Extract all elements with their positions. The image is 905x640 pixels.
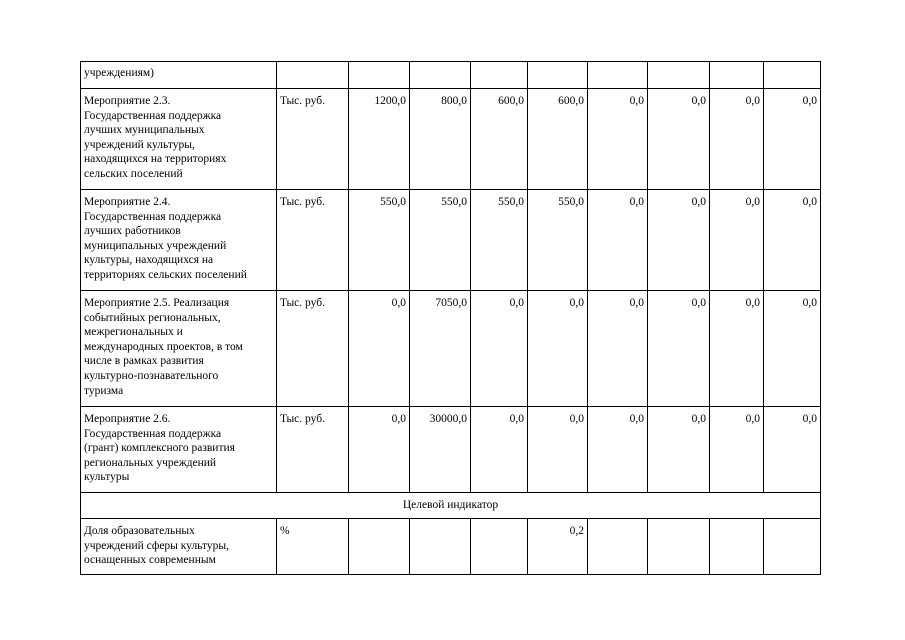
value-cell: 0,0 [471, 407, 528, 493]
value-cell: 0,0 [588, 291, 648, 407]
unit-cell: Тыс. руб. [277, 89, 349, 190]
activity-name-cell [81, 62, 277, 89]
indicator-table [80, 61, 821, 575]
value-cell: 0,0 [349, 407, 410, 493]
unit-cell: Тыс. руб. [277, 291, 349, 407]
value-cell: 0,0 [588, 407, 648, 493]
value-cell [471, 62, 528, 89]
section-header-row [81, 493, 821, 519]
unit-cell: % [277, 519, 349, 575]
value-cell [349, 62, 410, 89]
value-cell: 0,0 [710, 407, 764, 493]
value-cell: 0,0 [528, 407, 588, 493]
value-cell [764, 519, 821, 575]
value-cell: 0,0 [588, 89, 648, 190]
value-cell [410, 519, 471, 575]
table-row [81, 62, 821, 89]
value-cell: 0,0 [528, 291, 588, 407]
value-cell: 0,0 [349, 291, 410, 407]
unit-cell [277, 62, 349, 89]
activity-name-text: Мероприятие 2.4. Государственная поддержка лучших работников муниципальных учреждений культуры, находящихся на территориях сельских поселений [84, 196, 247, 281]
value-cell: 0,0 [764, 190, 821, 291]
activity-name-cell [81, 519, 277, 575]
table-row [81, 89, 821, 190]
activity-name-cell [81, 291, 277, 407]
activity-name-text: Мероприятие 2.3. Государственная поддержка лучших муниципальных учреждений культуры, находящихся на территориях сельских поселений [84, 95, 227, 180]
activity-name-text: Мероприятие 2.5. Реализация событийных региональных, межрегиональных и международных проектов, в том числе в рамках развития культурно-познавательного туризма [84, 297, 243, 397]
value-cell [710, 519, 764, 575]
table-row [81, 291, 821, 407]
section-title-cell: Целевой индикатор [81, 493, 821, 519]
value-cell: 1200,0 [349, 89, 410, 190]
value-cell: 7050,0 [410, 291, 471, 407]
value-cell: 550,0 [528, 190, 588, 291]
value-cell: 0,0 [764, 291, 821, 407]
value-cell: 0,0 [471, 291, 528, 407]
unit-cell: Тыс. руб. [277, 407, 349, 493]
value-cell: 0,0 [648, 190, 710, 291]
value-cell: 30000,0 [410, 407, 471, 493]
value-cell: 600,0 [471, 89, 528, 190]
value-cell: 0,0 [764, 407, 821, 493]
value-cell [528, 62, 588, 89]
value-cell: 0,0 [710, 190, 764, 291]
value-cell [471, 519, 528, 575]
value-cell [588, 62, 648, 89]
table-row [81, 190, 821, 291]
table-row [81, 519, 821, 575]
value-cell: 550,0 [471, 190, 528, 291]
value-cell: 550,0 [349, 190, 410, 291]
value-cell: 0,2 [528, 519, 588, 575]
value-cell [648, 62, 710, 89]
value-cell [764, 62, 821, 89]
activity-name-cell [81, 89, 277, 190]
value-cell: 600,0 [528, 89, 588, 190]
value-cell: 0,0 [710, 291, 764, 407]
value-cell [588, 519, 648, 575]
value-cell [710, 62, 764, 89]
value-cell: 550,0 [410, 190, 471, 291]
activity-name-cell [81, 190, 277, 291]
activity-name-text: учреждениям) [84, 67, 154, 79]
unit-cell: Тыс. руб. [277, 190, 349, 291]
value-cell [410, 62, 471, 89]
value-cell: 0,0 [764, 89, 821, 190]
table-row [81, 407, 821, 493]
activity-name-text: Мероприятие 2.6. Государственная поддержка (грант) комплексного развития региональных учреждений культуры [84, 413, 235, 484]
value-cell: 800,0 [410, 89, 471, 190]
activity-name-text: Доля образовательных учреждений сферы культуры, оснащенных современным [84, 525, 229, 567]
table-body [81, 62, 821, 575]
value-cell: 0,0 [648, 291, 710, 407]
value-cell [648, 519, 710, 575]
value-cell [349, 519, 410, 575]
value-cell: 0,0 [648, 89, 710, 190]
value-cell: 0,0 [588, 190, 648, 291]
value-cell: 0,0 [710, 89, 764, 190]
value-cell: 0,0 [648, 407, 710, 493]
activity-name-cell [81, 407, 277, 493]
